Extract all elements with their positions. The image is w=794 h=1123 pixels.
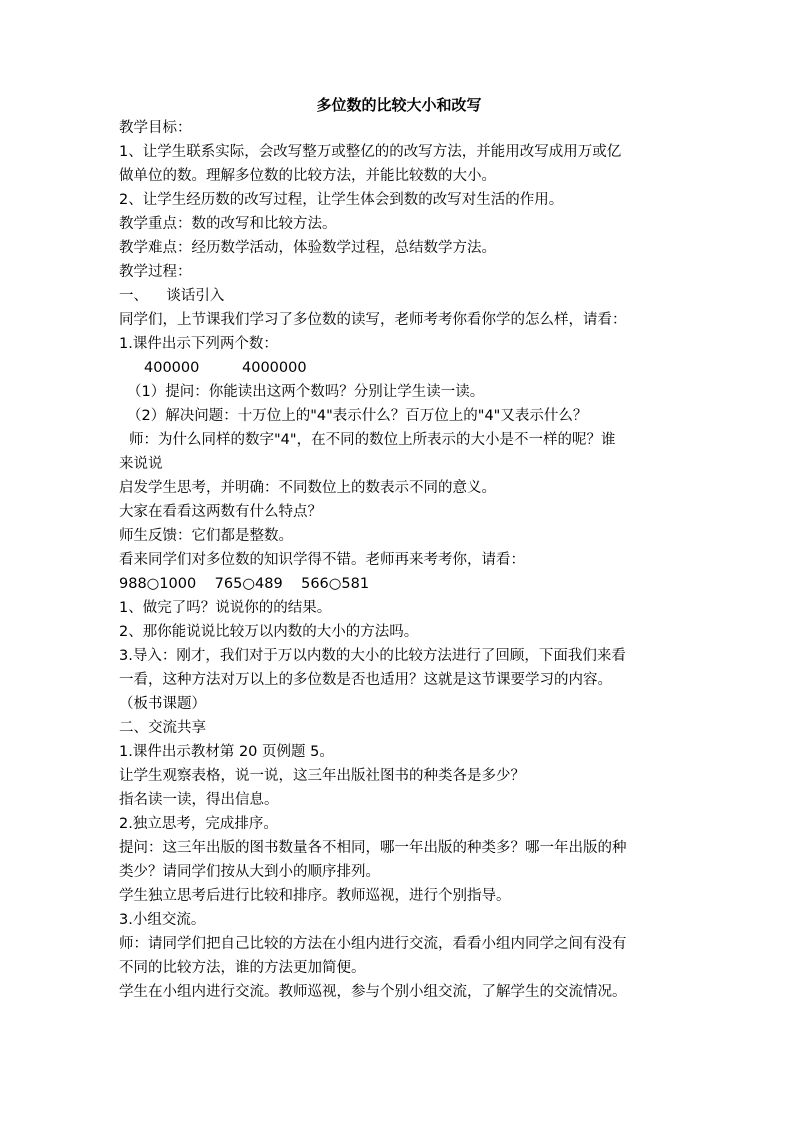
observe-table: 让学生观察表格，说一说，这三年出版社图书的种类各是多少？ — [119, 768, 525, 784]
objective-2: 2、让学生经历数的改写过程，让学生体会到数的改写对生活的作用。 — [119, 192, 564, 208]
objective-1-line-2: 做单位的数。理解多位数的比较方法，并能比较数的大小。 — [119, 168, 496, 184]
feedback: 师生反馈：它们都是整数。 — [119, 528, 293, 544]
step-1-courseware: 1.课件出示下列两个数： — [119, 336, 278, 352]
question-2: （2）解决问题：十万位上的"4"表示什么？百万位上的"4"又表示什么？ — [127, 408, 588, 424]
step-courseware-example: 1.课件出示教材第 20 页例题 5。 — [119, 744, 334, 760]
part-1-heading: 一、 谈话引入 — [119, 288, 225, 304]
group-exchange-summary: 学生在小组内进行交流。教师巡视，参与个别小组交流，了解学生的交流情况。 — [119, 984, 627, 1000]
teacher-instruction-line-2: 不同的比较方法，谁的方法更加简便。 — [119, 960, 366, 976]
inspire-thinking: 启发学生思考，并明确：不同数位上的数表示不同的意义。 — [119, 480, 496, 496]
compare-method-question: 2、那你能说说比较万以内数的大小的方法吗。 — [119, 624, 419, 640]
key-points: 教学重点：数的改写和比较方法。 — [119, 216, 337, 232]
step-group-exchange: 3.小组交流。 — [119, 912, 206, 928]
question-1: （1）提问：你能读出这两个数吗？分别让学生读一读。 — [127, 384, 485, 400]
intro-paragraph: 同学们，上节课我们学习了多位数的读写，老师考考你看你学的怎么样，请看： — [119, 312, 627, 328]
look-again: 大家在看看这两数有什么特点？ — [119, 504, 322, 520]
example-numbers — [119, 356, 679, 380]
section-heading-process: 教学过程： — [119, 264, 192, 280]
teacher-question-line-2: 来说说 — [119, 456, 163, 472]
read-info: 指名读一读，得出信息。 — [119, 792, 279, 808]
step-independent-thinking: 2.独立思考，完成排序。 — [119, 816, 278, 832]
objective-1-line-1: 1、让学生联系实际，会改写整万或整亿的的改写方法，并能用改写成用万或亿 — [119, 144, 622, 160]
teacher-instruction-line-1: 师：请同学们把自己比较的方法在小组内进行交流，看看小组内同学之间有没有 — [119, 936, 627, 952]
teacher-question-line-1: 师：为什么同样的数字"4"，在不同的数位上所表示的大小是不一样的呢？谁 — [129, 432, 616, 448]
document-page — [119, 94, 679, 1004]
part-2-heading: 二、交流共享 — [119, 720, 206, 736]
lead-in-line-2: 一看，这种方法对万以上的多位数是否也适用？这就是这节课要学习的内容。 — [119, 672, 612, 688]
difficult-points: 教学难点：经历数学活动，体验数学过程，总结数学方法。 — [119, 240, 496, 256]
ask-question-line-1: 提问：这三年出版的图书数量各不相同，哪一年出版的种类多？哪一年出版的种 — [119, 840, 627, 856]
students-compare: 学生独立思考后进行比较和排序。教师巡视，进行个别指导。 — [119, 888, 511, 904]
board-title-note: （板书课题） — [119, 696, 206, 712]
ask-question-line-2: 类少？请同学们按从大到小的顺序排列。 — [119, 864, 380, 880]
section-heading-objectives: 教学目标： — [119, 120, 192, 136]
check-results: 1、做完了吗？说说你的的结果。 — [119, 600, 332, 616]
number-b: 4000000 — [242, 360, 307, 376]
test-again: 看来同学们对多位数的知识学得不错。老师再来考考你，请看： — [119, 552, 525, 568]
number-a: 400000 — [144, 360, 200, 376]
document-title: 多位数的比较大小和改写 — [316, 96, 482, 114]
lead-in-line-1: 3.导入：刚才，我们对于万以内数的大小的比较方法进行了回顾，下面我们来看 — [119, 648, 626, 664]
comparison-exercises: 988○1000 765○489 566○581 — [119, 576, 370, 592]
